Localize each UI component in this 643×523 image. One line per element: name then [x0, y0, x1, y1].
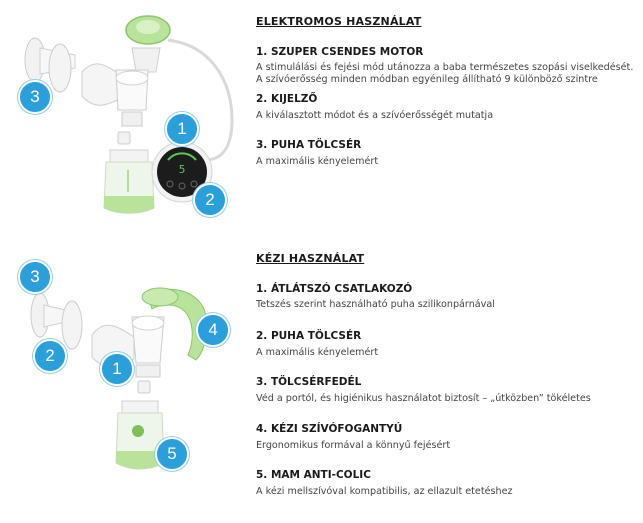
badge-electric-3: 3 — [18, 80, 52, 114]
electric-item-1-desc-line-1: A stimulálási és fejési mód utánozza a baba természetes szopási viselkedését. — [256, 62, 634, 73]
badge-manual-2: 2 — [33, 339, 67, 373]
badge-manual-1: 1 — [100, 352, 134, 386]
manual-item-3-title: 3. TÖLCSÉRFEDÉL — [256, 376, 362, 388]
electric-item-2-title: 2. KIJELZŐ — [256, 93, 318, 105]
manual-item-3-desc: Véd a portól, és higiénikus használatot biztosít – „útközben” tökéletes — [256, 393, 591, 404]
manual-section-title: KÉZI HASZNÁLAT — [256, 252, 365, 265]
display-digit: 5 — [178, 163, 186, 176]
electric-section-title: ELEKTROMOS HASZNÁLAT — [256, 15, 422, 28]
electric-item-1-title: 1. SZUPER CSENDES MOTOR — [256, 46, 424, 58]
badge-electric-1: 1 — [165, 112, 199, 146]
electric-item-1-desc-line-2: A szívóerősség minden módban egyénileg állítható 9 különböző szintre — [256, 74, 598, 85]
badge-electric-2: 2 — [193, 183, 227, 217]
badge-manual-4: 4 — [196, 313, 230, 347]
manual-item-5-desc: A kézi mellszívóval kompatibilis, az ellazult etetéshez — [256, 486, 513, 497]
electric-item-3-desc: A maximális kényelemért — [256, 156, 379, 167]
manual-item-5-title: 5. MAM ANTI-COLIC — [256, 469, 371, 481]
manual-item-2-title: 2. PUHA TÖLCSÉR — [256, 330, 362, 342]
manual-item-2-desc: A maximális kényelemért — [256, 347, 379, 358]
manual-item-4-title: 4. KÉZI SZÍVÓFOGANTYÚ — [256, 423, 403, 435]
electric-item-3-title: 3. PUHA TÖLCSÉR — [256, 139, 362, 151]
badge-manual-5: 5 — [155, 437, 189, 471]
electric-item-2-desc: A kiválasztott módot és a szívóerősségét mutatja — [256, 110, 494, 121]
manual-item-4-desc: Ergonomikus formával a könnyű fejésért — [256, 440, 451, 451]
badge-manual-3: 3 — [18, 260, 52, 294]
manual-item-1-title: 1. ÁTLÁTSZÓ CSATLAKOZÓ — [256, 283, 413, 295]
manual-item-1-desc: Tetszés szerint használható puha szilikonpárnával — [256, 299, 495, 310]
